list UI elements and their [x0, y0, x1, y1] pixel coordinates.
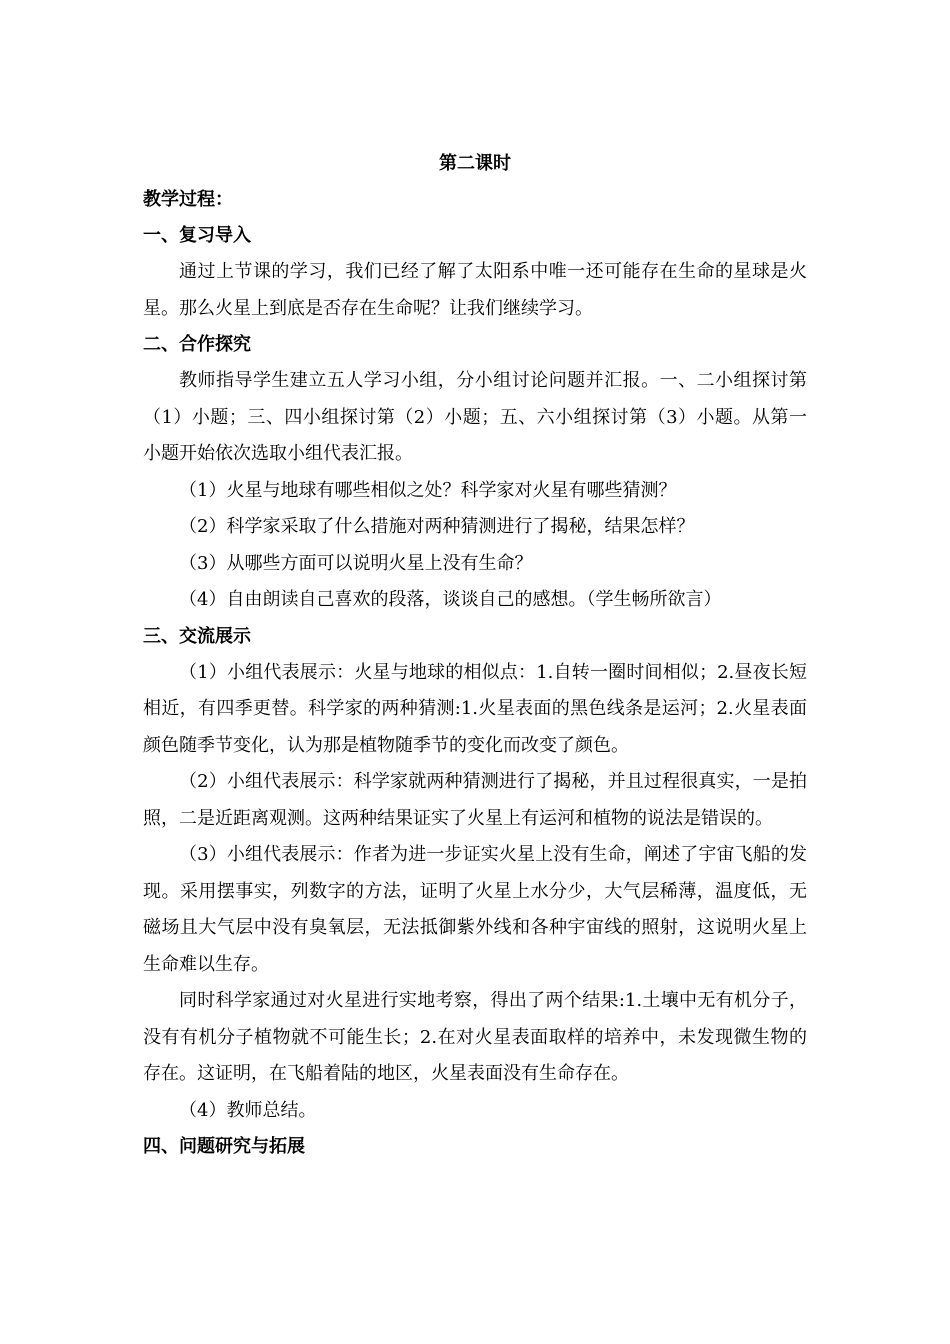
section-heading-explore: 二、合作探究: [143, 334, 251, 355]
question-item: （1）火星与地球有哪些相似之处？科学家对火星有哪些猜测？: [179, 479, 677, 501]
section-heading-review: 一、复习导入: [143, 225, 251, 246]
section-heading-research: 四、问题研究与拓展: [143, 1136, 305, 1157]
document-page: [143, 146, 807, 1165]
question-item: （4）自由朗读自己喜欢的段落，谈谈自己的感想。（学生畅所欲言）: [179, 589, 722, 610]
share-paragraph-5: （4）教师总结。: [179, 1099, 317, 1121]
page-title: 第二课时: [439, 153, 511, 174]
share-paragraph-1: （1）小组代表展示：火星与地球的相似点：1.自转一圈时间相似；2.昼夜长短相近，有四季更替。科学家的两种猜测:1.火星表面的黑色线条是运河；2.火星表面颜色随季节变化，认为那是植物随季节的变化而改变了颜色。: [143, 661, 807, 756]
section-heading-share: 三、交流展示: [143, 625, 251, 647]
share-paragraph-3: （3）小组代表展示：作者为进一步证实火星上没有生命，阐述了宇宙飞船的发现。采用摆事实，列数字的方法，证明了火星上水分少，大气层稀薄，温度低，无磁场且大气层中没有臭氧层，无法抵御紫外线和各种宇宙线的照射，这说明火星上生命难以生存。: [143, 844, 807, 975]
review-paragraph: 通过上节课的学习，我们已经了解了太阳系中唯一还可能存在生命的星球是火星。那么火星上到底是否存在生命呢？让我们继续学习。: [143, 261, 807, 319]
question-item: （2）科学家采取了什么措施对两种猜测进行了揭秘，结果怎样？: [179, 516, 695, 537]
explore-paragraph: 教师指导学生建立五人学习小组，分小组讨论问题并汇报。一、二小组探讨第（1）小题；三、四小组探讨第（2）小题；五、六小组探讨第（3）小题。从第一小题开始依次选取小组代表汇报。: [143, 370, 807, 464]
process-label: 教学过程：: [143, 189, 233, 210]
share-paragraph-2: （2）小组代表展示：科学家就两种猜测进行了揭秘，并且过程很真实，一是拍照，二是近距离观测。这两种结果证实了火星上有运河和植物的说法是错误的。: [143, 771, 807, 829]
share-paragraph-4: 同时科学家通过对火星进行实地考察，得出了两个结果:1.土壤中无有机分子，没有有机分子植物就不可能生长；2.在对火星表面取样的培养中，未发现微生物的存在。这证明，在飞船着陆的地区，火星表面没有生命存在。: [143, 990, 807, 1084]
question-item: （3）从哪些方面可以说明火星上没有生命？: [179, 552, 533, 574]
